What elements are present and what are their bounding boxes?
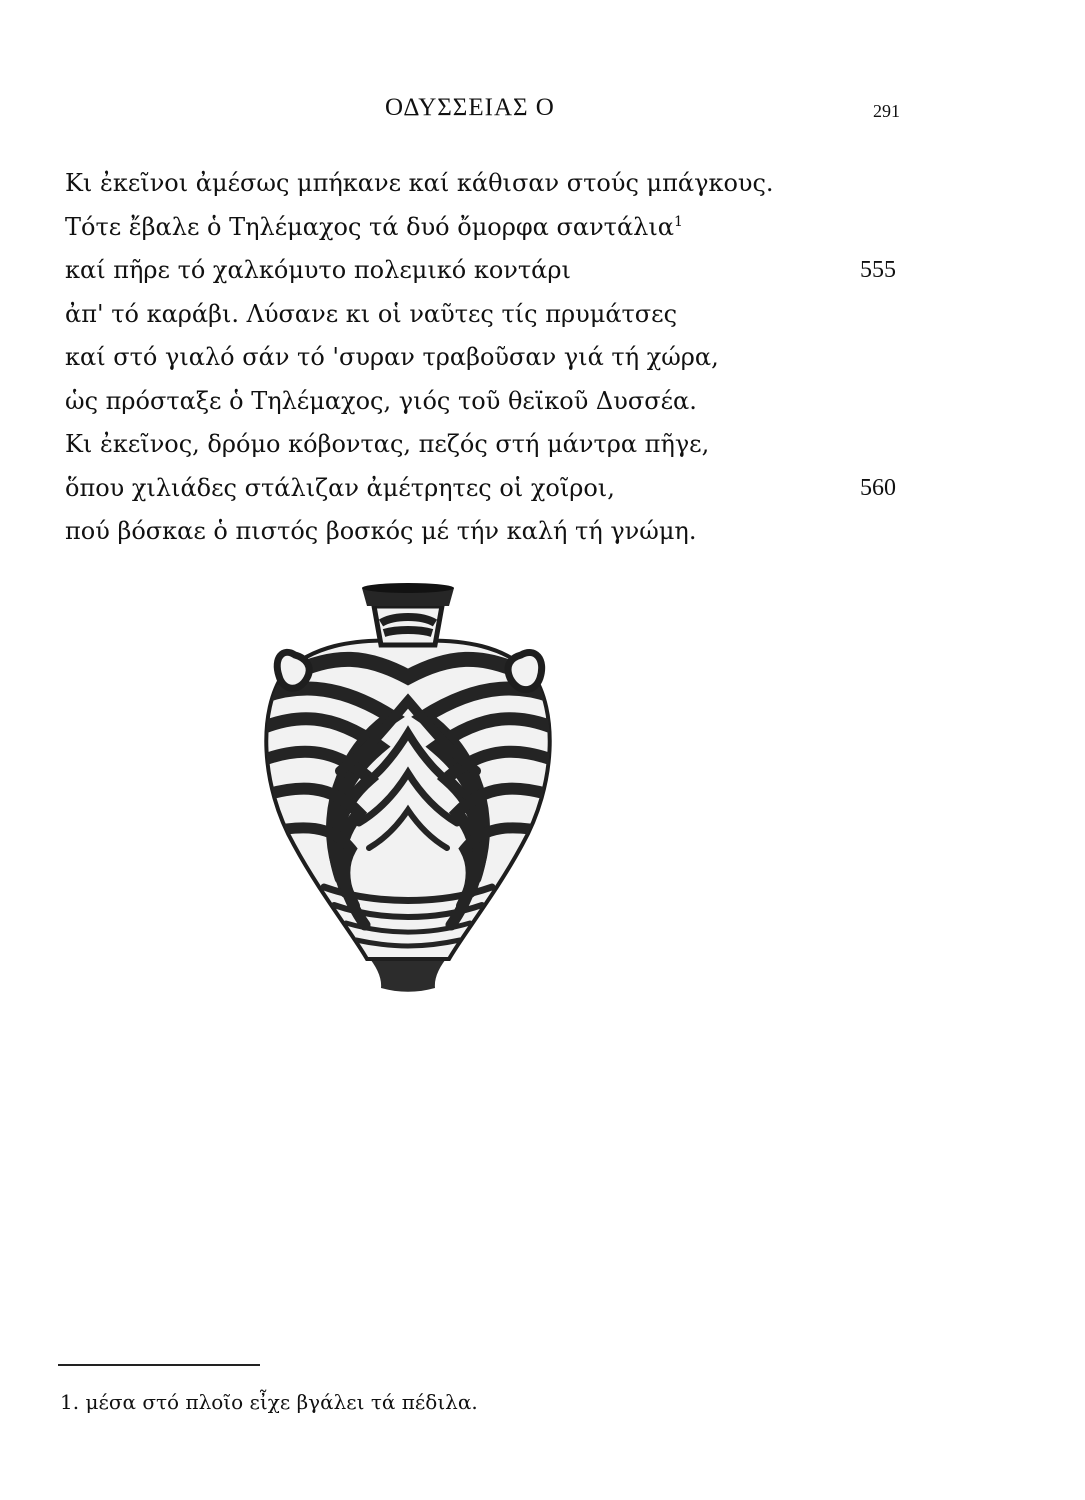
line-number: 555 (860, 257, 896, 283)
verse-line (65, 162, 925, 206)
verse-text: καί στό γιαλό σάν τό 'συραν τραβοῦσαν γιά τή χώρα, (65, 343, 719, 371)
verse-text: πού βόσκαε ὁ πιστός βοσκός μέ τήν καλή τή γνώμη. (65, 517, 697, 545)
verse-text: Κι ἐκεῖνοι ἀμέσως μπήκανε καί κάθισαν στούς μπάγκους. (65, 169, 774, 197)
verse-line (65, 249, 925, 293)
line-number: 560 (860, 474, 896, 501)
running-head (0, 88, 1085, 128)
verse-text: ἀπ' τό καράβι. Λύσανε κι οἱ ναῦτες τίς πρυμάτσες (65, 299, 678, 328)
verse-line (65, 336, 925, 380)
footnote (60, 1387, 478, 1417)
verse-line (65, 423, 925, 467)
verse-text: ὡς πρόσταξε ὁ Τηλέμαχος, γιός τοῦ θεϊκοῦ Δυσσέα. (65, 386, 697, 415)
verse-line (65, 467, 925, 511)
book-title: ΟΔΥΣΣΕΙΑΣ Ο (385, 94, 555, 121)
verse-block (65, 162, 925, 554)
page-number: 291 (873, 101, 900, 121)
footnote-number: 1. (60, 1390, 80, 1414)
verse-text: ὅπου χιλιάδες στάλιζαν ἀμέτρητες οἱ χοῖροι, (65, 473, 615, 502)
verse-text: Τότε ἔβαλε ὁ Τηλέμαχος τά δυό ὄμορφα σαντάλια (65, 212, 674, 241)
verse-line (65, 293, 925, 337)
verse-line (65, 206, 925, 250)
footnote-rule (58, 1364, 260, 1366)
vase-left-handle (277, 652, 309, 688)
vase-illustration (248, 575, 568, 1005)
vase-mouth (362, 583, 454, 593)
footnote-marker: 1 (673, 213, 683, 230)
verse-text: καί πῆρε τό χαλκόμυτο πολεμικό κοντάρι (65, 256, 571, 284)
vase-right-handle (508, 652, 542, 689)
verse-text: Κι ἐκεῖνος, δρόμο κόβοντας, πεζός στή μάντρα πῆγε, (65, 430, 710, 458)
verse-line (65, 380, 925, 424)
verse-line (65, 510, 925, 554)
footnote-text: μέσα στό πλοῖο εἶχε βγάλει τά πέδιλα. (85, 1390, 478, 1414)
